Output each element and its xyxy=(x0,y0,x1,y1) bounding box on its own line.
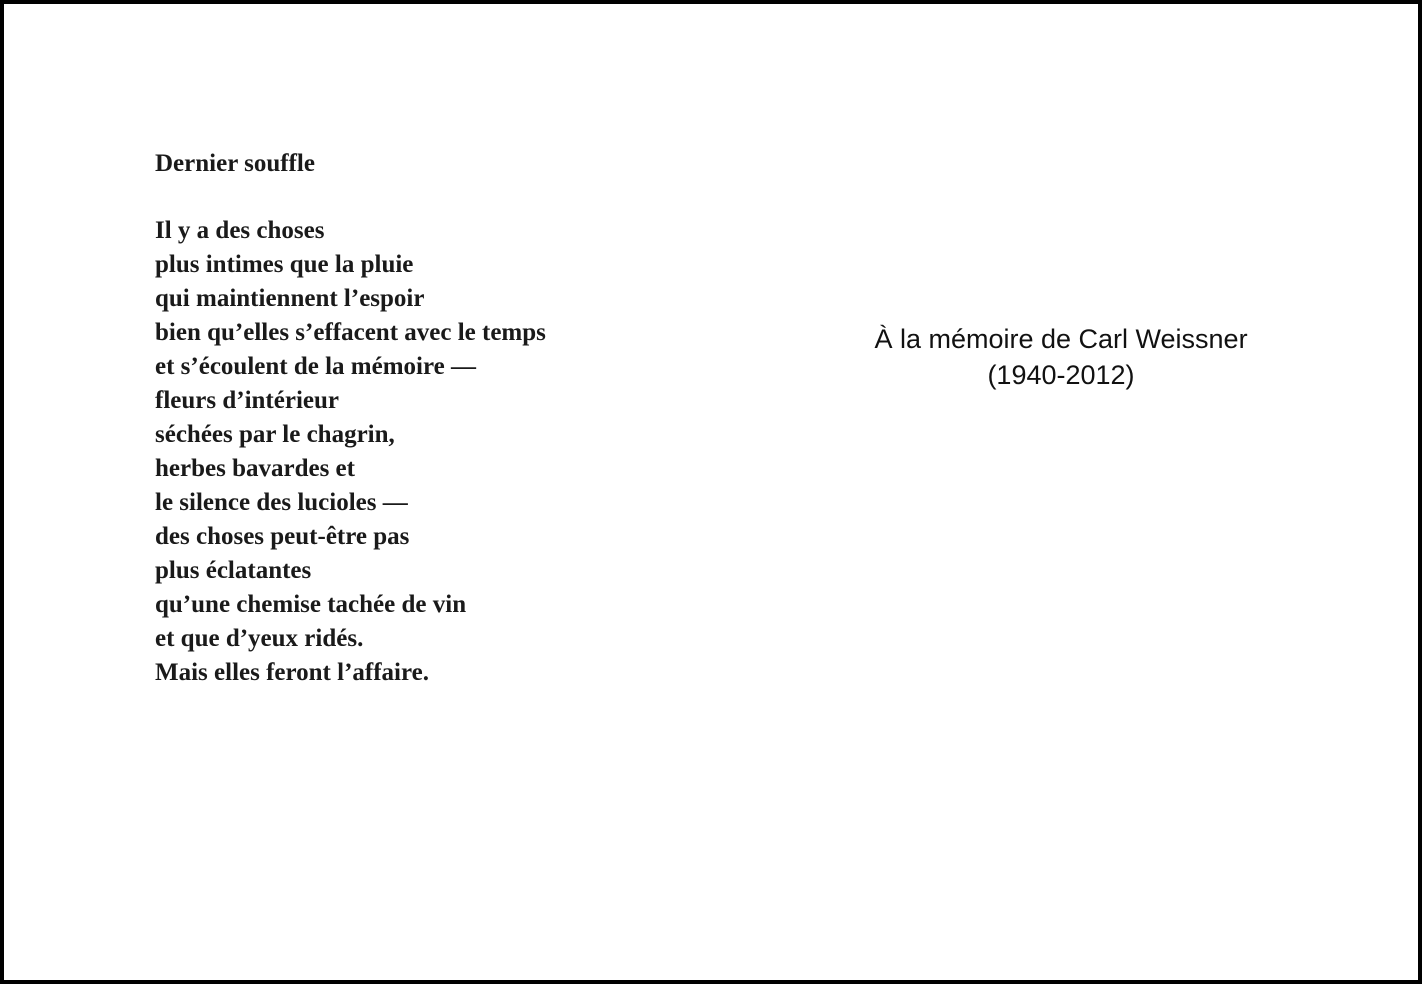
poem-line: plus intimes que la pluie xyxy=(155,251,414,278)
poem-line: qui maintiennent l’espoir xyxy=(155,285,425,312)
poem-line: et s’écoulent de la mémoire — xyxy=(155,353,476,380)
poem-line: séchées par le chagrin, xyxy=(155,421,395,448)
poem-line: et que d’yeux ridés. xyxy=(155,625,364,652)
poem-line: qu’une chemise tachée de vin xyxy=(155,591,467,618)
dedication xyxy=(856,321,1266,393)
poem-line: plus éclatantes xyxy=(155,557,312,584)
poem-line: Il y a des choses xyxy=(155,217,325,244)
poem-line: des choses peut-être pas xyxy=(155,523,410,550)
poem-line: herbes bavardes et xyxy=(155,455,355,482)
poem-line: fleurs d’intérieur xyxy=(155,387,339,414)
poem-line: le silence des lucioles — xyxy=(155,489,408,516)
poem-line: Mais elles feront l’affaire. xyxy=(155,659,429,686)
dedication-years: (1940-2012) xyxy=(987,360,1135,390)
poem-lines xyxy=(155,214,546,690)
poem-title: Dernier souffle xyxy=(155,150,315,177)
poem-block xyxy=(155,145,546,690)
dedication-text: À la mémoire de Carl Weissner xyxy=(874,324,1248,354)
poem-line: bien qu’elles s’effacent avec le temps xyxy=(155,319,546,346)
